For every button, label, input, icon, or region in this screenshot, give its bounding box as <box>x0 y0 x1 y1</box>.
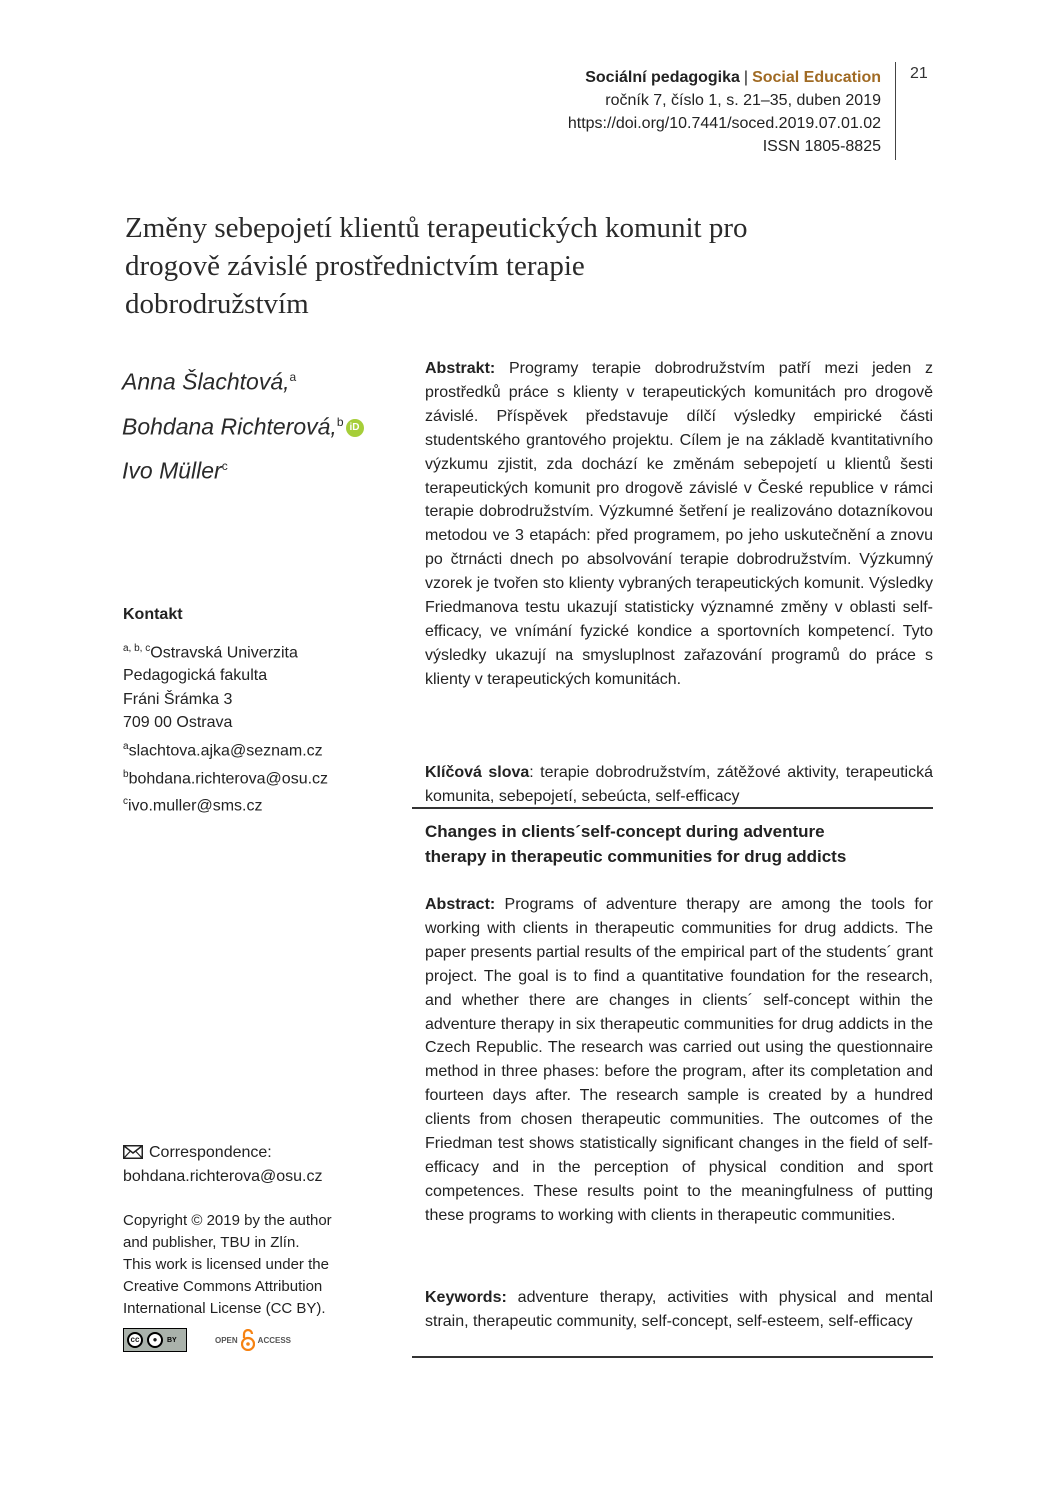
section-divider <box>412 1356 933 1358</box>
author-list <box>122 357 364 491</box>
author <box>122 357 364 402</box>
contact-email[interactable]: ivo.muller@sms.cz <box>128 797 263 815</box>
abstract-cs-label: Abstrakt: <box>425 360 496 377</box>
contact-email-line <box>123 790 328 818</box>
abstract-en-paragraph <box>425 893 933 1228</box>
abstract-en-label: Abstract: <box>425 896 496 913</box>
affiliation-faculty: Pedagogická fakulta <box>123 667 268 685</box>
contact-email[interactable]: slachtova.ajka@seznam.cz <box>128 742 323 760</box>
affiliation-line <box>123 637 328 665</box>
keywords-en-text: adventure therapy, activities with physical and mental strain, therapeutic community, self-concept, self-esteem, self-efficacy <box>425 1289 933 1330</box>
copyright-line: International License (CC BY). <box>123 1300 326 1317</box>
author-name: Bohdana Richterová, <box>122 413 337 440</box>
by-label: BY <box>167 1336 177 1344</box>
keywords-cs-text: : terapie dobrodružstvím, zátěžové aktivity, terapeutická komunita, sebepojetí, sebeúcta, self-efficacy <box>425 764 933 805</box>
copyright-line: and publisher, TBU in Zlín. <box>123 1234 300 1251</box>
open-access-lock-icon <box>241 1329 255 1351</box>
keywords-cs <box>425 761 933 809</box>
english-title-line: Changes in clients´self-concept during adventure <box>425 822 825 841</box>
email-mark: c <box>123 796 128 808</box>
keywords-en-label: Keywords: <box>425 1289 507 1306</box>
title-line: dobrodružstvím <box>125 288 309 320</box>
copyright-line: Creative Commons Attribution <box>123 1278 323 1295</box>
open-access-right: ACCESS <box>257 1335 292 1345</box>
abstract-cs-text: Programy terapie dobrodružstvím patří mezi jeden z prostředků práce s klienty v terapeutických komunitách pro drogově závislé. Příspěvek představuje dílčí výsledky empirické části studentského grantového projektu. Cílem je na základě kvantitativního výzkumu zjistit, zda dochází ke změnám sebepojetí u klientů šesti terapeutických komunit pro drogově závislé v České republice v rámci terapie dobrodružstvím. Výzkumné šetření je realizováno dotazníkovou metodou ve 3 etapách: před programem, po jeho uskutečnění a znovu po čtrnácti dnech po absolvování terapie dobrodružstvím. Výzkumný vzorek je tvořen sto klienty vybraných terapeutických komunit. Výsledky Friedmanova testu ukazují statisticky významné změny v oblasti self-efficacy, ve vnímání fyzické kondice a sportovních kompetencí. Tyto výsledky ukazují na smysluplnost zařazování programů do práce s klienty v terapeutických komunitách. <box>425 360 933 688</box>
affiliation-street: Fráni Šrámka 3 <box>123 690 233 708</box>
contact-heading: Kontakt <box>123 606 183 623</box>
contact-email-line <box>123 763 328 791</box>
abstract-cs-paragraph <box>425 357 933 692</box>
affiliation-institution: Ostravská Univerzita <box>150 643 298 661</box>
keywords-cs-paragraph <box>425 761 933 809</box>
by-circle: ● <box>147 1332 163 1348</box>
abstract-en-text: Programs of adventure therapy are among the tools for working with clients in therapeutic communities for drug addicts. The paper presents partial results of the empirical part of the students´ grant project. The goal is to find a quantitative foundation for the research, and whether there are changes in clients´ self-concept within the adventure therapy in six therapeutic communities for drug addicts in the Czech Republic. The research was carried out using the questionnaire method in three phases: before the program, after its completation and fourteen days after. The research sample is created by a hundred clients from chosen therapeutic communities. The outcomes of the Friedman test shows statistically significant changes in the field of self-efficacy and in the perception of physical condition and sport competences. These results point to the meaningfulness of putting these programs to working with clients in therapeutic communities. <box>425 896 933 1224</box>
cc-by-icon[interactable] <box>123 1328 187 1352</box>
doi-link[interactable]: https://doi.org/10.7441/soced.2019.07.01.02 <box>567 115 881 132</box>
header-divider <box>895 62 896 160</box>
affiliation-mark: c <box>221 459 228 474</box>
english-title-line: therapy in therapeutic communities for drug addicts <box>425 846 847 866</box>
email-mark: a <box>123 740 129 752</box>
correspondence-block <box>123 1141 322 1188</box>
english-title <box>425 820 935 869</box>
journal-header <box>568 66 881 158</box>
affiliation-marks: a, b, c <box>123 642 151 654</box>
contact-block <box>123 603 328 818</box>
keywords-en-paragraph <box>425 1286 933 1334</box>
journal-name-en: Social Education <box>752 69 881 86</box>
abstract-en <box>425 893 933 1228</box>
copyright-block <box>123 1210 373 1320</box>
volume-line: ročník 7, číslo 1, s. 21–35, duben 2019 <box>605 92 881 109</box>
license-badges <box>123 1328 291 1352</box>
title-line: Změny sebepojetí klientů terapeutických komunit pro <box>125 212 748 244</box>
contact-email-line <box>123 735 328 763</box>
keywords-cs-label: Klíčová slova <box>425 764 530 781</box>
page-number: 21 <box>910 65 928 82</box>
abstract-cs <box>425 357 933 692</box>
journal-name-cs: Sociální pedagogika <box>585 69 740 86</box>
correspondence-label-line <box>123 1141 322 1165</box>
affiliation-mark: a <box>289 370 297 384</box>
keywords-en <box>425 1286 933 1334</box>
article-title <box>125 209 925 323</box>
section-divider <box>412 807 933 809</box>
author-name: Anna Šlachtová, <box>122 368 290 395</box>
open-access-icon[interactable] <box>215 1329 291 1351</box>
journal-separator: | <box>743 69 749 86</box>
email-mark: b <box>123 768 129 780</box>
author-name: Ivo Müller <box>122 457 222 484</box>
copyright-line: Copyright © 2019 by the author <box>123 1212 332 1229</box>
envelope-icon <box>123 1145 143 1159</box>
copyright-line: This work is licensed under the <box>123 1256 329 1273</box>
contact-email[interactable]: bohdana.richterova@osu.cz <box>128 769 329 787</box>
affiliation-city: 709 00 Ostrava <box>123 714 233 732</box>
correspondence-label: Correspondence: <box>149 1144 272 1161</box>
orcid-icon[interactable]: iD <box>346 419 364 437</box>
correspondence-email[interactable]: bohdana.richterova@osu.cz <box>123 1167 323 1185</box>
cc-circle: cc <box>127 1332 143 1348</box>
title-line: drogově závislé prostřednictvím terapie <box>125 250 585 282</box>
affiliation-mark: b <box>336 414 344 429</box>
journal-name-line <box>568 66 881 89</box>
issn: ISSN 1805-8825 <box>762 138 881 155</box>
author <box>122 446 364 491</box>
open-access-left: OPEN <box>215 1335 238 1345</box>
author <box>122 402 364 447</box>
